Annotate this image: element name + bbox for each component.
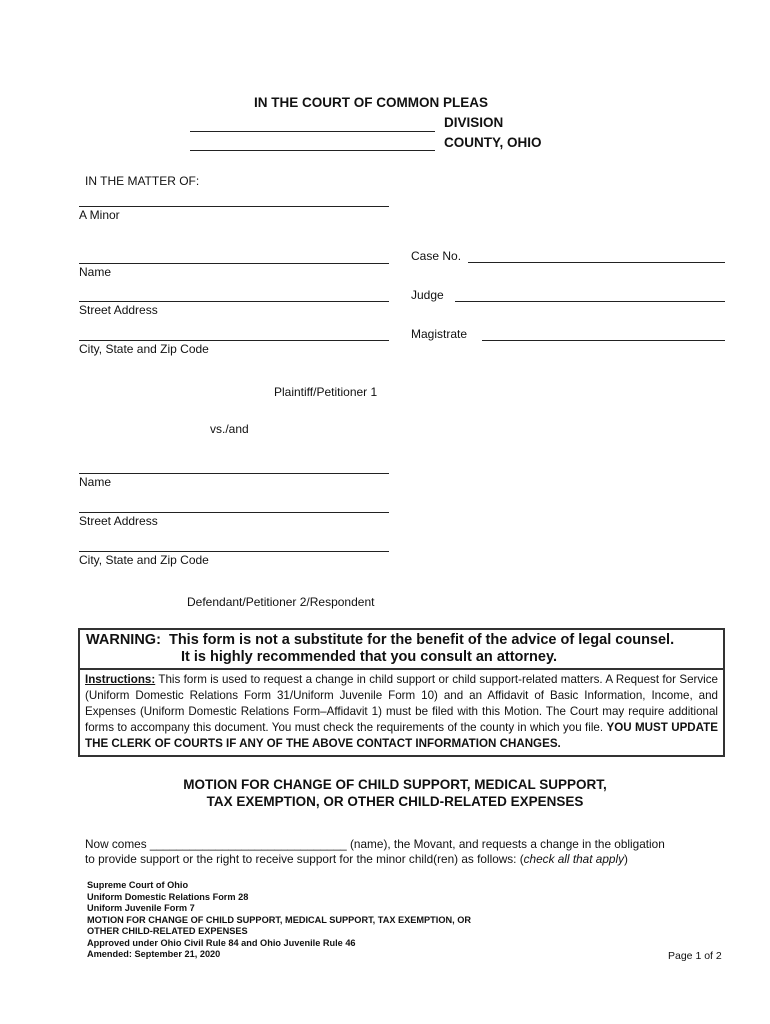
defendant-name-label: Name	[79, 475, 112, 489]
instructions-notice: YOU MUST UPDATE THE CLERK OF COURTS IF ANY OF THE ABOVE CONTACT INFORMATION CHANGES.	[85, 721, 719, 750]
instructions-text: This form is used to request a change in child support or child support-related matters. A Request for Service (Uniform Domestic Relations Form 31/Uniform Juvenile Form 10) and an Affidavit of Basic Information, Income, and Expenses (Uniform Domestic Relations Form–Affidavit 1) must be filed with this Motion. The Court may require additional forms to accompany this document. You must check the requirements of the county in which you file.	[85, 673, 718, 734]
defendant-name-field[interactable]	[79, 473, 389, 474]
footer-line: MOTION FOR CHANGE OF CHILD SUPPORT, MEDICAL SUPPORT, TAX EXEMPTION, OR	[87, 914, 472, 925]
motion-title-2: TAX EXEMPTION, OR OTHER CHILD-RELATED EXPENSES	[206, 794, 584, 809]
warning-box	[78, 628, 725, 757]
page-number: Page 1 of 2	[668, 950, 722, 962]
motion-title-1: MOTION FOR CHANGE OF CHILD SUPPORT, MEDICAL SUPPORT,	[183, 777, 607, 792]
vs-label: vs./and	[210, 422, 249, 436]
judge-label: Judge	[411, 288, 444, 302]
paren-close: )	[624, 852, 628, 866]
warning-line-2: It is highly recommended that you consult an attorney.	[181, 649, 557, 665]
footer-info	[87, 880, 471, 961]
defendant-role: Defendant/Petitioner 2/Respondent	[187, 595, 375, 609]
minor-field[interactable]	[79, 206, 389, 207]
defendant-street-field[interactable]	[79, 512, 389, 513]
judge-field[interactable]	[455, 301, 725, 302]
warning-line-1: WARNING: This form is not a substitute for the benefit of the advice of legal counsel.	[86, 632, 675, 648]
plaintiff-role: Plaintiff/Petitioner 1	[274, 385, 378, 399]
defendant-city-field[interactable]	[79, 551, 389, 552]
footer-line: Uniform Juvenile Form 7	[87, 903, 195, 913]
instructions	[80, 670, 723, 755]
instructions-label: Instructions:	[85, 673, 156, 686]
support-line	[85, 852, 628, 866]
plaintiff-street-field[interactable]	[79, 301, 389, 302]
footer-line: Supreme Court of Ohio	[87, 880, 189, 890]
defendant-street-label: Street Address	[79, 514, 158, 528]
movant-line[interactable]: Now comes ______________________________ (name), the Movant, and requests a change in the obligation	[85, 837, 665, 851]
plaintiff-name-field[interactable]	[79, 263, 389, 264]
support-text: to provide support or the right to receive support for the minor child(ren) as follows: (	[85, 852, 524, 866]
minor-label: A Minor	[79, 208, 120, 222]
warning-text	[80, 630, 723, 670]
plaintiff-street-label: Street Address	[79, 303, 158, 317]
footer-line: Amended: September 21, 2020	[87, 949, 221, 959]
case-no-label: Case No.	[411, 249, 462, 263]
defendant-city-label: City, State and Zip Code	[79, 553, 209, 567]
plaintiff-city-field[interactable]	[79, 340, 389, 341]
court-title: IN THE COURT OF COMMON PLEAS	[254, 95, 488, 110]
division-label: DIVISION	[444, 115, 504, 130]
check-all-note: check all that apply	[523, 852, 624, 866]
magistrate-label: Magistrate	[411, 327, 468, 341]
plaintiff-name-label: Name	[79, 265, 112, 279]
case-no-field[interactable]	[468, 262, 725, 263]
matter-of-label: IN THE MATTER OF:	[85, 174, 200, 188]
county-label: COUNTY, OHIO	[444, 135, 542, 150]
magistrate-field[interactable]	[482, 340, 725, 341]
footer-line: OTHER CHILD-RELATED EXPENSES	[87, 926, 248, 936]
plaintiff-city-label: City, State and Zip Code	[79, 342, 209, 356]
division-field[interactable]	[190, 131, 435, 132]
footer-line: Uniform Domestic Relations Form 28	[87, 891, 249, 902]
county-field[interactable]	[190, 150, 435, 151]
footer-line: Approved under Ohio Civil Rule 84 and Ohio Juvenile Rule 46	[87, 937, 356, 948]
